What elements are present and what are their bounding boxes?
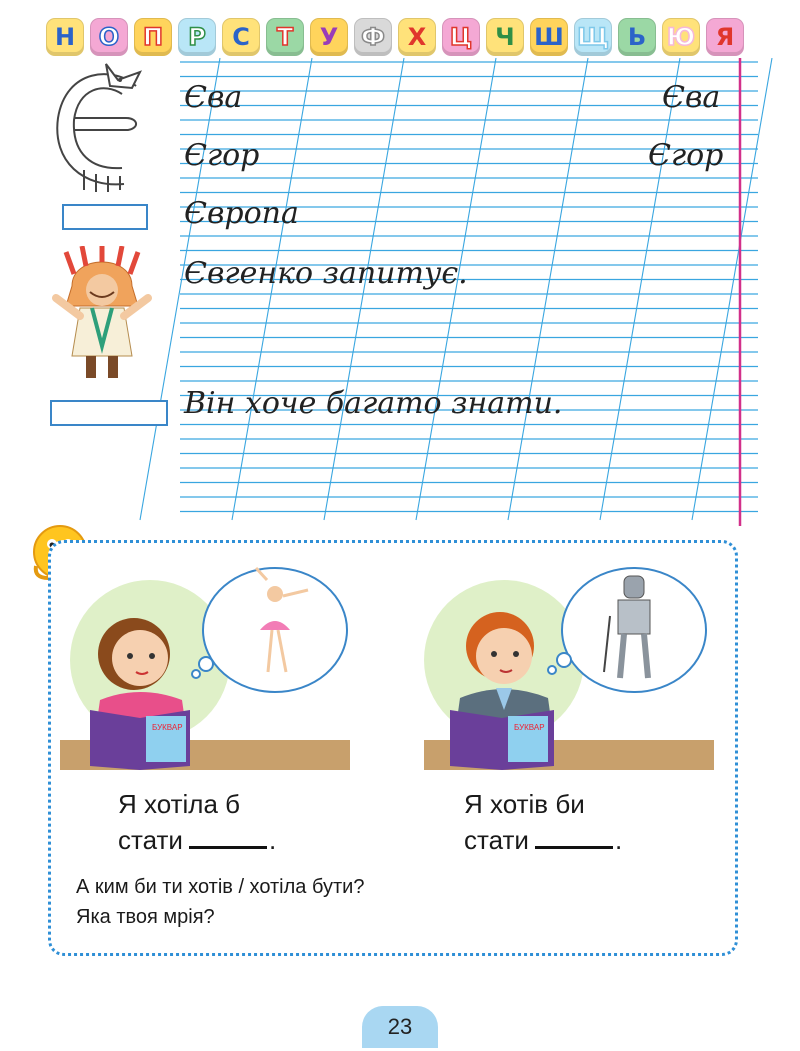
boy-caption-line2: [464, 822, 622, 858]
writing-sheet: [0, 58, 800, 528]
alphabet-tile: Т: [266, 18, 304, 56]
question-line1: А ким би ти хотів / хотіла бути?: [76, 876, 365, 898]
question-text: [76, 872, 364, 932]
alphabet-tile: Х: [398, 18, 436, 56]
girl-caption-line2: [118, 822, 276, 858]
girl-reading-illustration: [60, 560, 350, 770]
answer-box-1[interactable]: [62, 204, 148, 230]
boy-reading-illustration: [424, 560, 714, 770]
alphabet-tile: Я: [706, 18, 744, 56]
alphabet-tile: Ю: [662, 18, 700, 56]
alphabet-tile: У: [310, 18, 348, 56]
boy-caption-period: .: [614, 825, 623, 855]
book-title: БУКВАР: [152, 723, 183, 732]
alphabet-tile: П: [134, 18, 172, 56]
page-number: 23: [362, 1006, 438, 1048]
alphabet-tile: Ф: [354, 18, 392, 56]
cursive-line2-right: Єгор: [648, 138, 724, 173]
cursive-line1-right: Єва: [662, 80, 721, 115]
cursive-line1-left: Єва: [184, 80, 243, 115]
boy-caption: [464, 786, 622, 858]
girl-caption-period: .: [268, 825, 277, 855]
girl-caption-line1: Я хотіла б: [118, 789, 241, 819]
alphabet-tile: С: [222, 18, 260, 56]
alphabet-tile: О: [90, 18, 128, 56]
alphabet-tile: Р: [178, 18, 216, 56]
answer-blank-girl[interactable]: [189, 845, 267, 849]
boy-caption-stati: стати: [464, 825, 529, 855]
alphabet-tile: Ц: [442, 18, 480, 56]
cursive-line2-left: Єгор: [184, 138, 260, 173]
alphabet-tile: Н: [46, 18, 84, 56]
book-title: БУКВАР: [514, 723, 545, 732]
outlined-letter-ye-icon: [44, 58, 164, 198]
girl-caption-stati: стати: [118, 825, 183, 855]
girl-caption: [118, 786, 276, 858]
alphabet-tile: Щ: [574, 18, 612, 56]
answer-box-2[interactable]: [50, 400, 168, 426]
cursive-line5: Він хоче багато знати.: [184, 386, 563, 421]
boy-headdress-icon: [52, 246, 152, 386]
answer-blank-boy[interactable]: [535, 845, 613, 849]
question-line2: Яка твоя мрія?: [76, 906, 215, 928]
boy-caption-line1: Я хотів би: [464, 789, 585, 819]
cursive-line3: Європа: [184, 196, 299, 231]
alphabet-strip: [46, 18, 746, 58]
alphabet-tile: Ш: [530, 18, 568, 56]
alphabet-tile: Ч: [486, 18, 524, 56]
cursive-line4: Євгенко запитує.: [184, 256, 468, 291]
alphabet-tile: Ь: [618, 18, 656, 56]
